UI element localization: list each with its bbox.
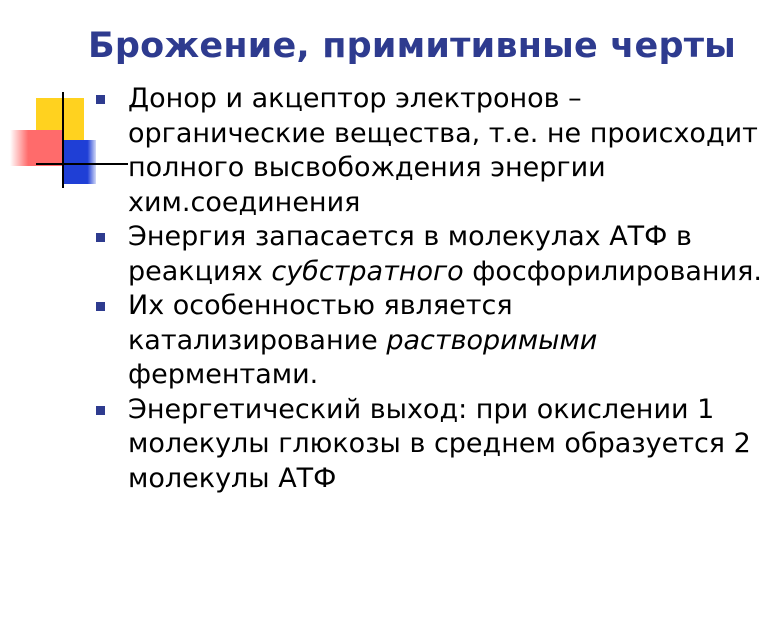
square-bullet-icon [96, 302, 105, 311]
bullet-text-part: Энергия запасается в молекулах АТФ в реакциях [128, 221, 692, 287]
bullet-item [96, 82, 766, 220]
bullet-text [128, 290, 597, 390]
bullet-text: Донор и акцептор электронов – органические вещества, т.е. не происходит полного высвобождения энергии хим.соединения [128, 83, 758, 218]
square-bullet-icon [96, 233, 105, 242]
bullet-list [96, 82, 766, 496]
blue-square [62, 140, 96, 184]
slide-title: Брожение, примитивные черты [88, 26, 737, 66]
bullet-text-italic: растворимыми [386, 324, 598, 356]
square-bullet-icon [96, 95, 105, 104]
red-square [10, 130, 62, 166]
bullet-text-part: ферментами. [128, 359, 319, 390]
square-bullet-icon [96, 406, 105, 415]
bullet-text [128, 221, 762, 287]
bullet-item [96, 289, 766, 393]
bullet-text: Энергетический выход: при окислении 1 молекулы глюкозы в среднем образуется 2 молекулы АТФ [128, 393, 751, 494]
bullet-item [96, 393, 766, 497]
bullet-text-part: Их особенностью является катализирование [128, 290, 513, 356]
bullet-item [96, 220, 766, 289]
bullet-text-part: фосфорилирования. [463, 255, 762, 287]
bullet-text-italic: субстратного [271, 255, 464, 287]
